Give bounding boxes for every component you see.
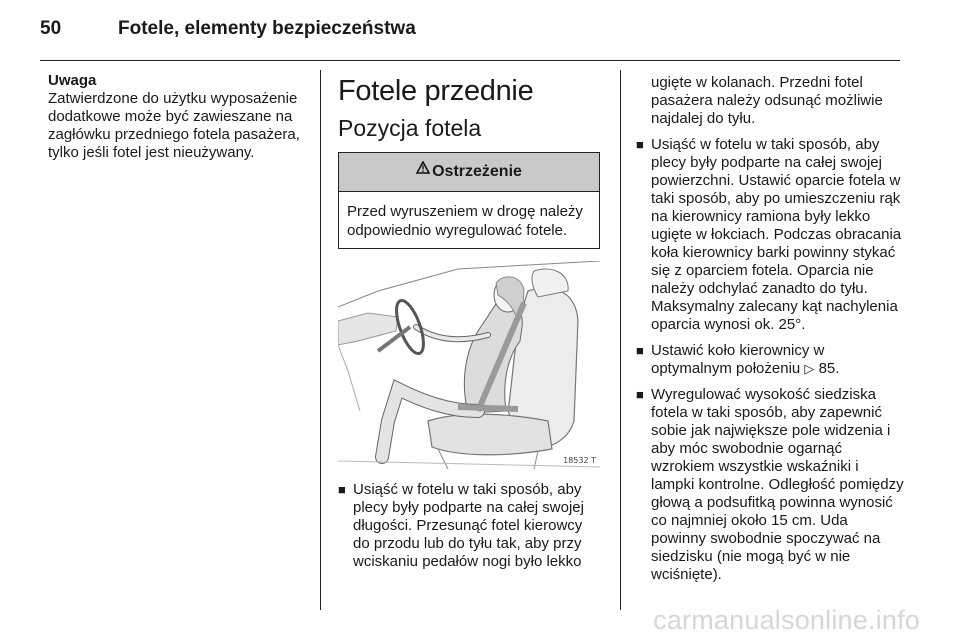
page-number: 50 xyxy=(40,18,62,39)
page-title: Fotele, elementy bezpieczeństwa xyxy=(118,18,416,39)
column-middle xyxy=(338,70,602,579)
warning-title: Ostrzeżenie xyxy=(432,163,522,180)
warning-box xyxy=(338,152,600,249)
instruction-list xyxy=(338,481,602,571)
section-heading: Fotele przednie xyxy=(338,75,534,107)
column-divider-1 xyxy=(320,70,321,610)
bullet-square-icon: ■ xyxy=(338,482,346,497)
warning-text: Przed wyruszeniem w drogę należy odpowiednio wyregulować fotele. xyxy=(347,203,583,239)
watermark: carmanualsonline.info xyxy=(653,605,920,635)
bullet-square-icon: ■ xyxy=(636,137,644,152)
bullet-square-icon: ■ xyxy=(636,387,644,402)
column-divider-2 xyxy=(620,70,621,610)
list-item xyxy=(338,481,602,571)
list-item xyxy=(636,342,906,378)
list-item-continuation xyxy=(636,74,906,128)
list-item-text: ugięte w kolanach. Przedni fotel pasażera należy odsunąć możliwie najdalej do tyłu. xyxy=(651,74,883,127)
column-right xyxy=(636,74,906,592)
list-item xyxy=(636,386,906,584)
seat-position-illustration xyxy=(338,261,600,469)
page-reference-arrow-icon: ▷ xyxy=(804,361,815,376)
warning-triangle-icon xyxy=(416,151,430,189)
bullet-square-icon: ■ xyxy=(636,343,644,358)
header-divider xyxy=(40,60,900,61)
list-item xyxy=(636,136,906,334)
list-item-text: Ustawić koło kierownicy w optymalnym położeniu xyxy=(651,342,825,377)
page-header xyxy=(40,8,910,48)
note-text: Zatwierdzone do użytku wyposażenie dodatkowe może być zawieszane na zagłówku przedniego fotela pasażera, tylko jeśli fotel jest nieużywany. xyxy=(48,90,300,161)
list-item-text: Wyregulować wysokość siedziska fotela w taki sposób, aby zapewnić sobie jak największe pole widzenia i aby móc swobodnie ogarnąć wzrokiem wszystkie wskaźniki i lampki kontrolne. Odległość pomiędzy głową a podsufitką powinna wynosić co najmniej około 15 cm. Uda powinny swobodnie spoczywać na siedzisku (nie mogą być w nie wciśnięte). xyxy=(651,386,904,583)
section-subheading: Pozycja fotela xyxy=(338,115,482,141)
warning-header xyxy=(339,153,599,192)
column-left xyxy=(48,70,310,162)
instruction-list-continued xyxy=(636,74,906,584)
figure-code: 18532 T xyxy=(563,456,596,465)
list-item-text: Usiąść w fotelu w taki sposób, aby plecy były podparte na całej swojej długości. Przesunąć fotel kierowcy do przodu lub do tyłu tak, aby przy wciskaniu pedałów nogi było lekko xyxy=(353,481,584,570)
page-reference-link[interactable]: 85. xyxy=(818,360,840,377)
note-title: Uwaga xyxy=(48,72,97,89)
list-item-text: Usiąść w fotelu w taki sposób, aby plecy były podparte na całej swojej powierzchni. Ustawić oparcie fotela w taki sposób, aby po umieszczeniu rąk na kierownicy ramiona były lekko ugięte w łokciach. Podczas obracania koła kierownicy barki powinny stykać się z oparciem fotela. Oparcia nie należy odchylać zanadto do tyłu. Maksymalny zalecany kąt nachylenia oparcia wynosi ok. 25°. xyxy=(651,136,902,333)
